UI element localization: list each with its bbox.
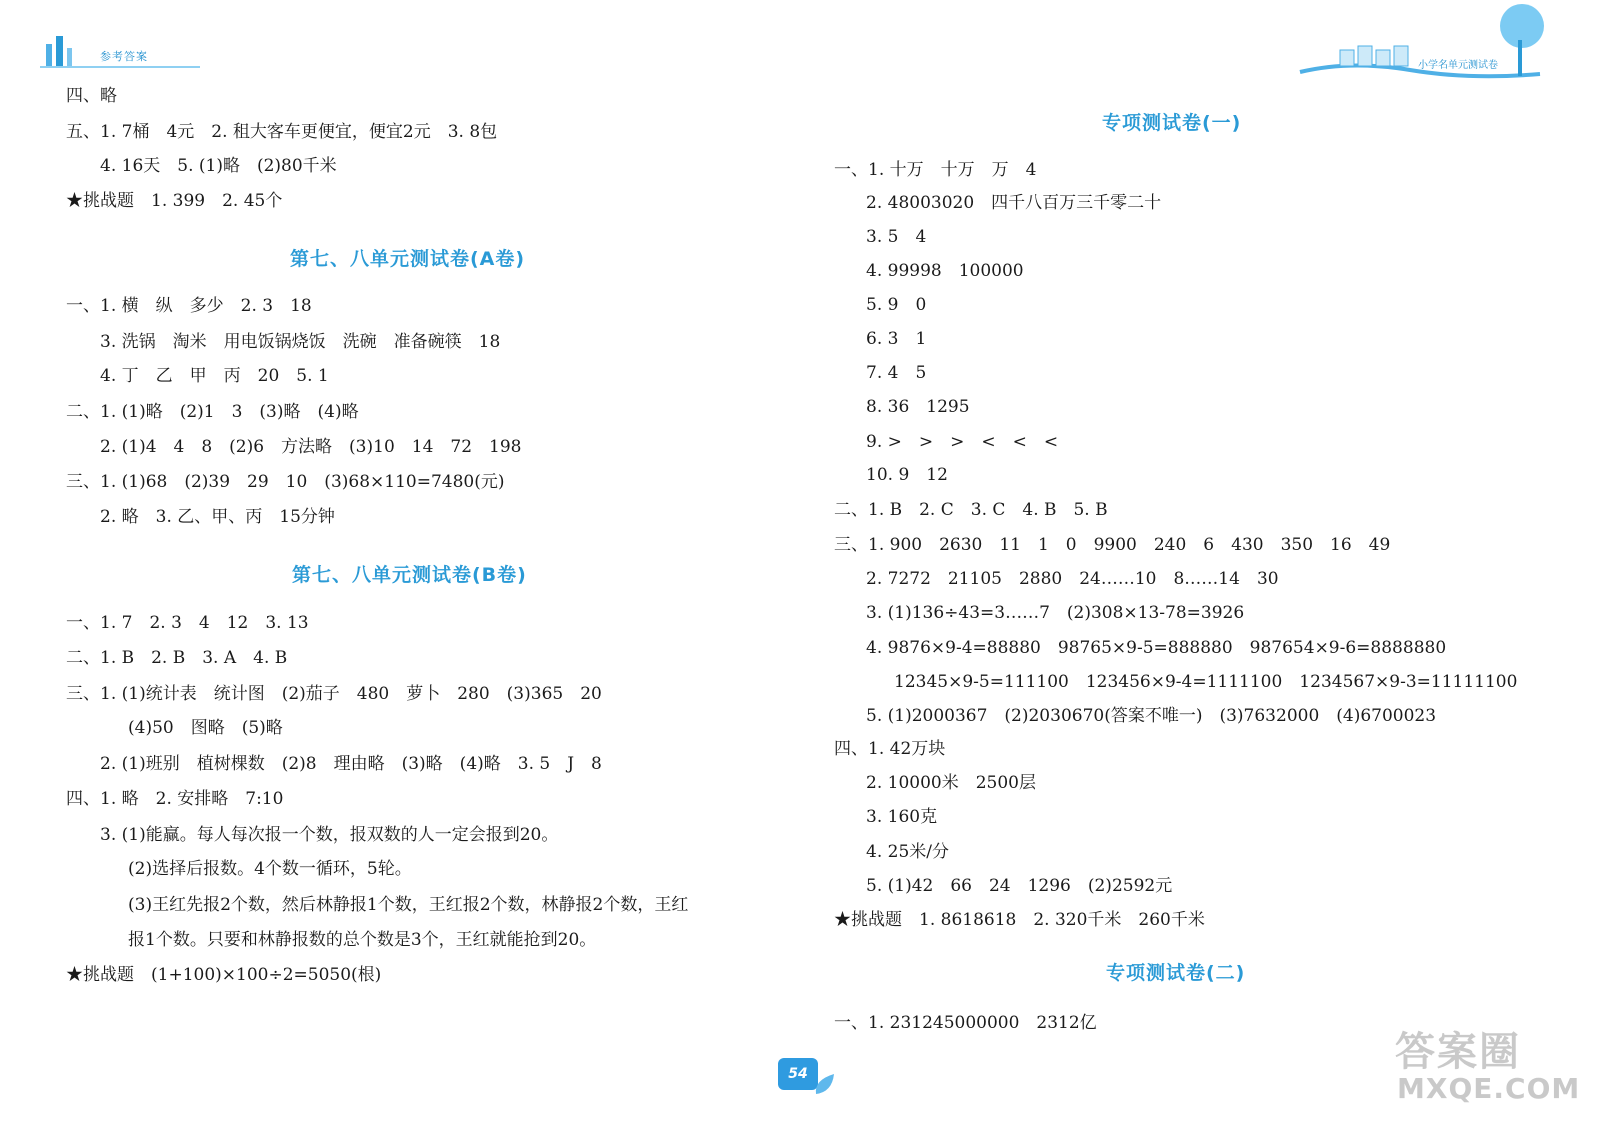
left-line-9: 2. (1)4 4 8 (2)6 方法略 (3)10 14 72 198 (100, 437, 522, 457)
left-line-18: 3. (1)能赢。每人每次报一个数，报双数的人一定会报到20。 (100, 825, 559, 845)
left-line-2: 五、1. 7桶 4元 2. 租大客车更便宜，便宜2元 3. 8包 (66, 122, 498, 142)
left-line-17: 四、1. 略 2. 安排略 7:10 (66, 789, 284, 809)
left-line-5: 一、1. 横 纵 多少 2. 3 18 (66, 296, 312, 316)
right-line-22: 5. (1)42 66 24 1296 (2)2592元 (866, 876, 1173, 896)
right-line-10: 10. 9 12 (866, 465, 948, 485)
right-line-5: 5. 9 0 (866, 295, 927, 315)
right-line-8: 8. 36 1295 (866, 397, 970, 417)
watermark-line-1: 答案圈 (1395, 1029, 1521, 1075)
right-line-6: 6. 3 1 (866, 329, 927, 349)
left-line-6: 3. 洗锅 淘米 用电饭锅烧饭 洗碗 准备碗筷 18 (100, 332, 501, 352)
right-line-18: 四、1. 42万块 (834, 739, 946, 759)
right-line-4: 4. 99998 100000 (866, 261, 1024, 281)
left-line-11: 2. 略 3. 乙、甲、丙 15分钟 (100, 507, 335, 527)
section-title-special-2: 专项测试卷(二) (1106, 962, 1246, 984)
right-line-3: 3. 5 4 (866, 227, 927, 247)
left-line-21: 报1个数。只要和林静报数的总个数是3个，王红就能抢到20。 (128, 930, 597, 950)
right-line-21: 4. 25米/分 (866, 842, 949, 862)
left-line-8: 二、1. (1)略 (2)1 3 (3)略 (4)略 (66, 402, 359, 422)
right-line-17: 5. (1)2000367 (2)2030670(答案不唯一) (3)7632000 (4)6700023 (866, 706, 1437, 726)
right-line-19: 2. 10000米 2500层 (866, 773, 1036, 793)
right-line-24: 一、1. 231245000000 2312亿 (834, 1013, 1097, 1033)
right-line-2: 2. 48003020 四千八百万三千零二十 (866, 193, 1162, 213)
left-line-14: 三、1. (1)统计表 统计图 (2)茄子 480 萝卜 280 (3)365 20 (66, 684, 602, 704)
left-line-20: (3)王红先报2个数，然后林静报1个数，王红报2个数，林静报2个数，王红 (128, 895, 689, 915)
left-line-15: (4)50 图略 (5)略 (128, 718, 283, 738)
right-line-13: 2. 7272 21105 2880 24……10 8……14 30 (866, 569, 1279, 589)
page-number: 54 (778, 1058, 818, 1090)
left-line-4: ★挑战题 1. 399 2. 45个 (66, 191, 283, 211)
watermark-line-2: MXQE.COM (1397, 1072, 1581, 1105)
section-title-special-1: 专项测试卷(一) (1102, 112, 1242, 134)
right-line-9: 9. > > > < < < (866, 432, 1059, 452)
right-line-14: 3. (1)136÷43=3……7 (2)308×13-78=3926 (866, 603, 1245, 623)
right-line-20: 3. 160克 (866, 807, 938, 827)
right-line-7: 7. 4 5 (866, 363, 927, 383)
page-number-drop-icon (812, 1070, 838, 1098)
header-right-decoration (1290, 0, 1550, 84)
right-line-16: 12345×9-5=111100 123456×9-4=1111100 1234567×9-3=11111100 (894, 672, 1518, 692)
right-line-11: 二、1. B 2. C 3. C 4. B 5. B (834, 500, 1108, 520)
left-line-13: 二、1. B 2. B 3. A 4. B (66, 648, 288, 668)
header-left-label: 参考答案 (100, 50, 148, 63)
section-title-unit78-b: 第七、八单元测试卷(B卷) (292, 564, 527, 586)
left-line-3: 4. 16天 5. (1)略 (2)80千米 (100, 156, 337, 176)
left-line-19: (2)选择后报数。4个数一循环，5轮。 (128, 859, 412, 879)
right-line-15: 4. 9876×9-4=88880 98765×9-5=888880 987654×9-6=8888880 (866, 638, 1447, 658)
left-line-1: 四、略 (66, 86, 117, 106)
left-line-10: 三、1. (1)68 (2)39 29 10 (3)68×110=7480(元) (66, 472, 505, 492)
left-line-22: ★挑战题 (1+100)×100÷2=5050(根) (66, 965, 382, 985)
section-title-unit78-a: 第七、八单元测试卷(A卷) (290, 248, 526, 270)
left-line-12: 一、1. 7 2. 3 4 12 3. 13 (66, 613, 309, 633)
left-line-16: 2. (1)班别 植树棵数 (2)8 理由略 (3)略 (4)略 3. 5 J 8 (100, 754, 602, 774)
watermark (1395, 1020, 1581, 1120)
right-line-1: 一、1. 十万 十万 万 4 (834, 160, 1037, 180)
right-line-12: 三、1. 900 2630 11 1 0 9900 240 6 430 350 16 49 (834, 535, 1391, 555)
header-right-label: 小学名单元测试卷 (1418, 60, 1498, 71)
left-line-7: 4. 丁 乙 甲 丙 20 5. 1 (100, 366, 329, 386)
right-line-23: ★挑战题 1. 8618618 2. 320千米 260千米 (834, 910, 1205, 930)
